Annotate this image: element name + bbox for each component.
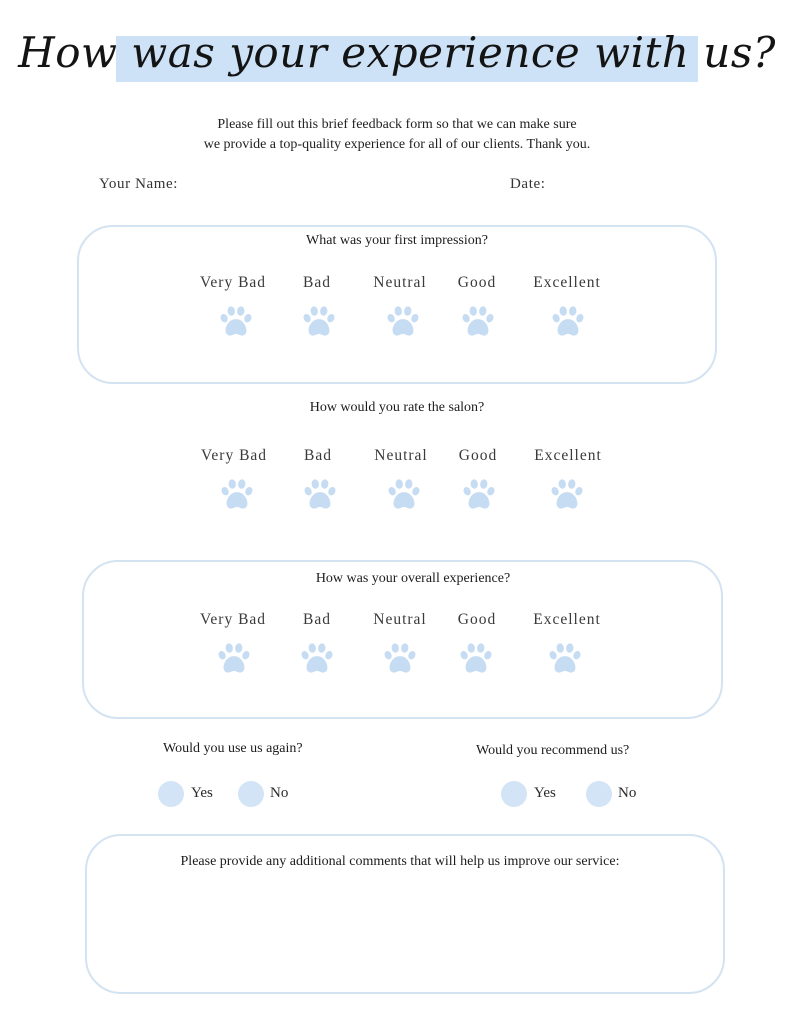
intro-line-2: we provide a top-quality experience for all of our clients. Thank you.: [203, 137, 591, 152]
option-label: Good: [458, 447, 498, 464]
paw-icon[interactable]: [301, 476, 339, 514]
paw-icon[interactable]: [549, 303, 587, 341]
paw-icon[interactable]: [546, 640, 584, 678]
name-field[interactable]: [190, 174, 484, 198]
comments-question: Please provide any additional comments that will help us improve our service:: [180, 854, 620, 869]
radio-use-again-yes[interactable]: [158, 781, 184, 807]
name-label: Your Name:: [99, 176, 179, 192]
paw-icon[interactable]: [218, 476, 256, 514]
intro-line-1: Please fill out this brief feedback form so that we can make sure: [217, 117, 577, 132]
radio-label-no: No: [618, 785, 637, 801]
option-label: Good: [457, 274, 497, 291]
option-label: Neutral: [373, 611, 427, 628]
option-label: Excellent: [534, 447, 602, 464]
comments-textarea[interactable]: [100, 880, 708, 984]
radio-label-yes: Yes: [191, 785, 213, 801]
option-label: Good: [457, 611, 497, 628]
radio-label-no: No: [270, 785, 289, 801]
paw-icon[interactable]: [215, 640, 253, 678]
question-first-impression: What was your first impression?: [306, 233, 488, 248]
paw-icon[interactable]: [460, 476, 498, 514]
paw-icon[interactable]: [381, 640, 419, 678]
paw-icon[interactable]: [217, 303, 255, 341]
question-use-again: Would you use us again?: [163, 741, 303, 756]
radio-use-again-no[interactable]: [238, 781, 264, 807]
page-title: How was your experience with us?: [18, 28, 776, 77]
question-recommend: Would you recommend us?: [476, 743, 630, 758]
radio-recommend-no[interactable]: [586, 781, 612, 807]
paw-icon[interactable]: [384, 303, 422, 341]
paw-icon[interactable]: [459, 303, 497, 341]
option-label: Very Bad: [199, 611, 267, 628]
option-label: Neutral: [373, 274, 427, 291]
paw-icon[interactable]: [548, 476, 586, 514]
option-label: Excellent: [533, 611, 601, 628]
radio-label-yes: Yes: [534, 785, 556, 801]
intro-text: [0, 115, 794, 155]
option-label: Excellent: [533, 274, 601, 291]
question-rate-salon: How would you rate the salon?: [309, 400, 485, 415]
question-overall-experience: How was your overall experience?: [315, 571, 511, 586]
date-field[interactable]: [552, 174, 716, 198]
paw-icon[interactable]: [385, 476, 423, 514]
option-label: Very Bad: [200, 447, 268, 464]
paw-icon[interactable]: [457, 640, 495, 678]
radio-recommend-yes[interactable]: [501, 781, 527, 807]
option-label: Bad: [303, 274, 331, 291]
paw-icon[interactable]: [300, 303, 338, 341]
paw-icon[interactable]: [298, 640, 336, 678]
option-label: Neutral: [374, 447, 428, 464]
option-label: Bad: [304, 447, 332, 464]
option-label: Very Bad: [199, 274, 267, 291]
date-label: Date:: [510, 176, 546, 192]
option-label: Bad: [303, 611, 331, 628]
